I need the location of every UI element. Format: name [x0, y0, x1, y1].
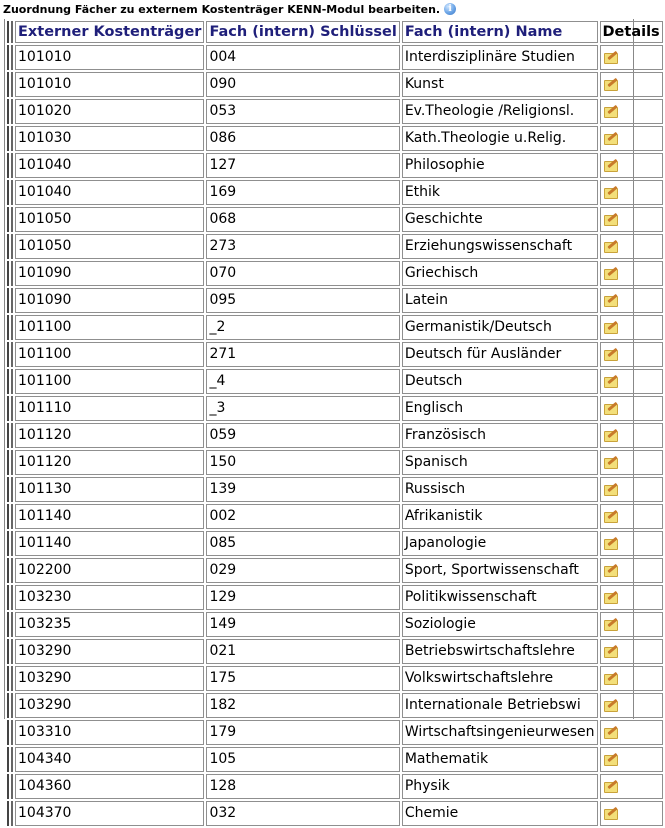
cell-fach-name: Germanistik/Deutsch: [402, 315, 598, 340]
marker-column-header: [11, 21, 13, 43]
cell-kostentraeger: 103235: [15, 612, 204, 637]
row-select-handle[interactable]: [7, 693, 9, 718]
cell-details: [600, 720, 663, 745]
row-select-handle[interactable]: [7, 477, 9, 502]
cell-details: [600, 45, 663, 70]
cell-details: [600, 207, 663, 232]
row-select-handle[interactable]: [7, 72, 9, 97]
table-container: [4, 19, 660, 821]
row-select-handle[interactable]: [7, 558, 9, 583]
table-row: [7, 126, 663, 151]
edit-icon[interactable]: [603, 807, 618, 819]
cell-fach-schluessel: 105: [206, 747, 399, 772]
cell-fach-name: Deutsch für Ausländer: [402, 342, 598, 367]
cell-details: [600, 747, 663, 772]
row-select-handle[interactable]: [7, 396, 9, 421]
cell-kostentraeger: 101010: [15, 45, 204, 70]
row-select-handle[interactable]: [7, 234, 9, 259]
row-select-handle[interactable]: [7, 612, 9, 637]
row-marker: [11, 612, 13, 637]
cell-kostentraeger: 101050: [15, 207, 204, 232]
cell-fach-name: Chemie: [402, 801, 598, 826]
cell-fach-name: Philosophie: [402, 153, 598, 178]
edit-icon[interactable]: [603, 159, 618, 171]
edit-icon[interactable]: [603, 645, 618, 657]
cell-fach-schluessel: 128: [206, 774, 399, 799]
cell-fach-name: Englisch: [402, 396, 598, 421]
row-marker: [11, 531, 13, 556]
cell-fach-name: Ev.Theologie /Religionsl.: [402, 99, 598, 124]
cell-kostentraeger: 103290: [15, 666, 204, 691]
edit-icon[interactable]: [603, 564, 618, 576]
row-marker: [11, 288, 13, 313]
cell-fach-name: Politikwissenschaft: [402, 585, 598, 610]
edit-icon[interactable]: [603, 186, 618, 198]
edit-icon[interactable]: [603, 699, 618, 711]
cell-kostentraeger: 103230: [15, 585, 204, 610]
cell-fach-name: Französisch: [402, 423, 598, 448]
cell-fach-name: Kunst: [402, 72, 598, 97]
cell-fach-name: Geschichte: [402, 207, 598, 232]
row-select-handle[interactable]: [7, 423, 9, 448]
row-select-handle[interactable]: [7, 153, 9, 178]
cell-fach-name: Soziologie: [402, 612, 598, 637]
table-row: [7, 315, 663, 340]
info-icon[interactable]: i: [444, 3, 456, 15]
edit-icon[interactable]: [603, 753, 618, 765]
cell-kostentraeger: 101100: [15, 369, 204, 394]
cell-kostentraeger: 101040: [15, 153, 204, 178]
cell-fach-name: Deutsch: [402, 369, 598, 394]
edit-icon[interactable]: [603, 483, 618, 495]
row-marker: [11, 423, 13, 448]
row-marker: [11, 396, 13, 421]
row-select-handle[interactable]: [7, 531, 9, 556]
row-select-handle[interactable]: [7, 99, 9, 124]
cell-kostentraeger: 101100: [15, 315, 204, 340]
edit-icon[interactable]: [603, 267, 618, 279]
cell-details: [600, 180, 663, 205]
cell-fach-name: Interdisziplinäre Studien: [402, 45, 598, 70]
cell-details: [600, 477, 663, 502]
row-select-handle[interactable]: [7, 261, 9, 286]
row-select-handle[interactable]: [7, 639, 9, 664]
cell-kostentraeger: 101120: [15, 423, 204, 448]
cell-kostentraeger: 101140: [15, 531, 204, 556]
row-marker: [11, 558, 13, 583]
cell-kostentraeger: 101050: [15, 234, 204, 259]
row-marker: [11, 504, 13, 529]
cell-fach-schluessel: 086: [206, 126, 399, 151]
cell-details: [600, 693, 663, 718]
table-row: [7, 288, 663, 313]
page-title: Zuordnung Fächer zu externem Kostenträger KENN-Modul bearbeiten.: [3, 3, 441, 16]
cell-details: [600, 639, 663, 664]
table-row: [7, 801, 663, 826]
edit-icon[interactable]: [603, 510, 618, 522]
cell-kostentraeger: 101010: [15, 72, 204, 97]
cell-kostentraeger: 103310: [15, 720, 204, 745]
edit-icon[interactable]: [603, 375, 618, 387]
table-row: [7, 180, 663, 205]
table-row: [7, 450, 663, 475]
row-select-handle[interactable]: [7, 315, 9, 340]
cell-details: [600, 342, 663, 367]
cell-details: [600, 585, 663, 610]
cell-fach-name: Griechisch: [402, 261, 598, 286]
table-row: [7, 720, 663, 745]
table-row: [7, 72, 663, 97]
edit-icon[interactable]: [603, 726, 618, 738]
cell-fach-schluessel: 085: [206, 531, 399, 556]
row-select-handle[interactable]: [7, 126, 9, 151]
table-row: [7, 504, 663, 529]
row-marker: [11, 315, 13, 340]
row-select-handle[interactable]: [7, 180, 9, 205]
cell-fach-name: Afrikanistik: [402, 504, 598, 529]
edit-icon[interactable]: [603, 348, 618, 360]
table-row: [7, 531, 663, 556]
edit-icon[interactable]: [603, 105, 618, 117]
cell-fach-schluessel: 127: [206, 153, 399, 178]
cell-kostentraeger: 101020: [15, 99, 204, 124]
edit-icon[interactable]: [603, 429, 618, 441]
cell-fach-schluessel: 068: [206, 207, 399, 232]
row-select-handle[interactable]: [7, 207, 9, 232]
edit-icon[interactable]: [603, 402, 618, 414]
cell-details: [600, 126, 663, 151]
edit-icon[interactable]: [603, 78, 618, 90]
edit-icon[interactable]: [603, 537, 618, 549]
edit-icon[interactable]: [603, 591, 618, 603]
table-row: [7, 234, 663, 259]
cell-fach-schluessel: 179: [206, 720, 399, 745]
cell-kostentraeger: 104360: [15, 774, 204, 799]
cell-fach-name: Internationale Betriebswi: [402, 693, 598, 718]
row-select-handle[interactable]: [7, 450, 9, 475]
row-marker: [11, 477, 13, 502]
header-row: [7, 21, 663, 43]
row-marker: [11, 342, 13, 367]
cell-fach-schluessel: 169: [206, 180, 399, 205]
cell-kostentraeger: 103290: [15, 639, 204, 664]
table-row: [7, 639, 663, 664]
cell-details: [600, 234, 663, 259]
cell-details: [600, 99, 663, 124]
cell-fach-schluessel: 032: [206, 801, 399, 826]
cell-fach-schluessel: 090: [206, 72, 399, 97]
cell-fach-schluessel: 149: [206, 612, 399, 637]
row-select-handle[interactable]: [7, 504, 9, 529]
cell-details: [600, 450, 663, 475]
cell-kostentraeger: 101090: [15, 261, 204, 286]
row-select-handle[interactable]: [7, 288, 9, 313]
cell-kostentraeger: 101030: [15, 126, 204, 151]
table-row: [7, 666, 663, 691]
row-marker: [11, 153, 13, 178]
cell-details: [600, 504, 663, 529]
cell-fach-name: Kath.Theologie u.Relig.: [402, 126, 598, 151]
cell-fach-name: Erziehungswissenschaft: [402, 234, 598, 259]
row-marker: [11, 126, 13, 151]
row-marker: [11, 99, 13, 124]
table-row: [7, 153, 663, 178]
cell-fach-schluessel: 029: [206, 558, 399, 583]
cell-fach-schluessel: _4: [206, 369, 399, 394]
row-marker: [11, 774, 13, 799]
cell-fach-name: Spanisch: [402, 450, 598, 475]
table-row: [7, 261, 663, 286]
cell-fach-schluessel: _3: [206, 396, 399, 421]
row-marker: [11, 45, 13, 70]
edit-icon[interactable]: [603, 240, 618, 252]
row-select-handle[interactable]: [7, 801, 9, 826]
cell-fach-name: Ethik: [402, 180, 598, 205]
cell-kostentraeger: 101040: [15, 180, 204, 205]
edit-icon[interactable]: [603, 780, 618, 792]
cell-kostentraeger: 104340: [15, 747, 204, 772]
cell-fach-name: Latein: [402, 288, 598, 313]
cell-kostentraeger: 101110: [15, 396, 204, 421]
edit-icon[interactable]: [603, 456, 618, 468]
select-column-header: [7, 21, 9, 43]
cell-details: [600, 666, 663, 691]
edit-icon[interactable]: [603, 672, 618, 684]
row-select-handle[interactable]: [7, 720, 9, 745]
table-row: [7, 423, 663, 448]
cell-fach-schluessel: 070: [206, 261, 399, 286]
cell-fach-name: Japanologie: [402, 531, 598, 556]
cell-fach-schluessel: 182: [206, 693, 399, 718]
cell-fach-schluessel: 273: [206, 234, 399, 259]
header-details: Details: [600, 21, 663, 43]
cell-fach-schluessel: 271: [206, 342, 399, 367]
cell-details: [600, 72, 663, 97]
edit-icon[interactable]: [603, 213, 618, 225]
header-fach-name[interactable]: Fach (intern) Name: [402, 21, 598, 43]
cell-details: [600, 369, 663, 394]
cell-fach-schluessel: 150: [206, 450, 399, 475]
table-body: [7, 45, 663, 826]
table-row: [7, 585, 663, 610]
cell-details: [600, 396, 663, 421]
cell-details: [600, 558, 663, 583]
table-row: [7, 99, 663, 124]
cell-details: [600, 423, 663, 448]
cell-kostentraeger: 101140: [15, 504, 204, 529]
cell-fach-name: Russisch: [402, 477, 598, 502]
cell-fach-schluessel: 004: [206, 45, 399, 70]
cell-kostentraeger: 101130: [15, 477, 204, 502]
row-select-handle[interactable]: [7, 666, 9, 691]
row-marker: [11, 585, 13, 610]
row-select-handle[interactable]: [7, 747, 9, 772]
cell-details: [600, 153, 663, 178]
cell-fach-schluessel: 059: [206, 423, 399, 448]
cell-kostentraeger: 102200: [15, 558, 204, 583]
cell-fach-schluessel: 021: [206, 639, 399, 664]
row-marker: [11, 693, 13, 718]
page-header: [3, 0, 456, 20]
cell-kostentraeger: 104370: [15, 801, 204, 826]
edit-icon[interactable]: [603, 51, 618, 63]
row-select-handle[interactable]: [7, 45, 9, 70]
row-select-handle[interactable]: [7, 342, 9, 367]
table-row: [7, 774, 663, 799]
cell-fach-name: Physik: [402, 774, 598, 799]
cell-fach-schluessel: 139: [206, 477, 399, 502]
row-marker: [11, 666, 13, 691]
edit-icon[interactable]: [603, 321, 618, 333]
row-marker: [11, 639, 13, 664]
table-row: [7, 747, 663, 772]
cell-fach-name: Betriebswirtschaftslehre: [402, 639, 598, 664]
row-marker: [11, 180, 13, 205]
cell-details: [600, 261, 663, 286]
table-row: [7, 45, 663, 70]
cell-details: [600, 774, 663, 799]
edit-icon[interactable]: [603, 132, 618, 144]
edit-icon[interactable]: [603, 618, 618, 630]
row-select-handle[interactable]: [7, 774, 9, 799]
header-externer-kostentraeger[interactable]: Externer Kostenträger: [15, 21, 204, 43]
edit-icon[interactable]: [603, 294, 618, 306]
cell-fach-schluessel: _2: [206, 315, 399, 340]
cell-fach-schluessel: 129: [206, 585, 399, 610]
row-marker: [11, 261, 13, 286]
cell-kostentraeger: 101090: [15, 288, 204, 313]
table-row: [7, 342, 663, 367]
table-row: [7, 693, 663, 718]
cell-fach-schluessel: 095: [206, 288, 399, 313]
cell-details: [600, 801, 663, 826]
table-row: [7, 477, 663, 502]
cell-fach-name: Volkswirtschaftslehre: [402, 666, 598, 691]
cell-kostentraeger: 101100: [15, 342, 204, 367]
cell-fach-schluessel: 053: [206, 99, 399, 124]
row-marker: [11, 207, 13, 232]
cell-fach-name: Sport, Sportwissenschaft: [402, 558, 598, 583]
assignment-table: [5, 19, 665, 828]
row-marker: [11, 369, 13, 394]
cell-details: [600, 288, 663, 313]
row-select-handle[interactable]: [7, 369, 9, 394]
row-marker: [11, 747, 13, 772]
cell-fach-schluessel: 175: [206, 666, 399, 691]
row-select-handle[interactable]: [7, 585, 9, 610]
cell-fach-name: Wirtschaftsingenieurwesen: [402, 720, 598, 745]
row-marker: [11, 720, 13, 745]
table-row: [7, 558, 663, 583]
row-marker: [11, 450, 13, 475]
table-row: [7, 369, 663, 394]
cell-kostentraeger: 103290: [15, 693, 204, 718]
cell-kostentraeger: 101120: [15, 450, 204, 475]
row-marker: [11, 234, 13, 259]
cell-details: [600, 531, 663, 556]
table-row: [7, 612, 663, 637]
row-marker: [11, 72, 13, 97]
cell-fach-name: Mathematik: [402, 747, 598, 772]
cell-details: [600, 315, 663, 340]
cell-fach-schluessel: 002: [206, 504, 399, 529]
cell-details: [600, 612, 663, 637]
table-row: [7, 207, 663, 232]
row-marker: [11, 801, 13, 826]
table-row: [7, 396, 663, 421]
header-fach-schluessel[interactable]: Fach (intern) Schlüssel: [206, 21, 399, 43]
